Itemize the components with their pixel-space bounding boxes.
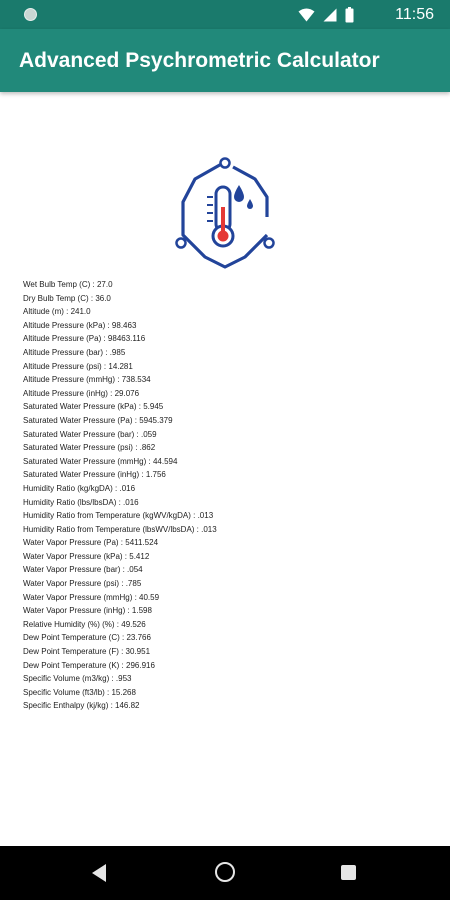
- result-saturated-water-pressure-kpa: Saturated Water Pressure (kPa) : 5.945: [23, 402, 164, 412]
- result-altitude-pressure-mmhg: Altitude Pressure (mmHg) : 738.534: [23, 375, 151, 385]
- result-water-vapor-pressure-kpa: Water Vapor Pressure (kPa) : 5.412: [23, 551, 150, 561]
- result-dry-bulb-temp-c: Dry Bulb Temp (C) : 36.0: [23, 293, 111, 303]
- result-humidity-ratio-temp-kg: Humidity Ratio from Temperature (kgWV/kgDA) : .013: [23, 511, 214, 521]
- result-specific-volume-m3kg: Specific Volume (m3/kg) : .953: [23, 674, 132, 684]
- result-altitude-pressure-psi: Altitude Pressure (psi) : 14.281: [23, 361, 133, 371]
- status-icons: [298, 5, 354, 25]
- cellular-signal-icon: [323, 8, 337, 22]
- result-relative-humidity: Relative Humidity (%) (%) : 49.526: [23, 619, 146, 629]
- result-saturated-water-pressure-bar: Saturated Water Pressure (bar) : .059: [23, 429, 157, 439]
- result-water-vapor-pressure-mmhg: Water Vapor Pressure (mmHg) : 40.59: [23, 592, 160, 602]
- home-icon[interactable]: [215, 862, 235, 882]
- result-wet-bulb-temp-c: Wet Bulb Temp (C) : 27.0: [23, 280, 113, 289]
- result-specific-enthalpy: Specific Enthalpy (kj/kg) : 146.82: [23, 701, 140, 711]
- result-altitude-pressure-inhg: Altitude Pressure (inHg) : 29.076: [23, 388, 140, 398]
- status-bar: [0, 0, 450, 29]
- result-water-vapor-pressure-psi: Water Vapor Pressure (psi) : .785: [23, 579, 142, 589]
- wifi-icon: [298, 8, 315, 22]
- notification-dot-icon: [24, 8, 37, 21]
- app-title: Advanced Psychrometric Calculator: [19, 49, 380, 72]
- result-dew-point-f: Dew Point Temperature (F) : 30.951: [23, 647, 151, 657]
- result-altitude-pressure-kpa: Altitude Pressure (kPa) : 98.463: [23, 320, 137, 330]
- result-saturated-water-pressure-pa: Saturated Water Pressure (Pa) : 5945.379: [23, 415, 173, 425]
- thermometer-hexagon-icon: [173, 157, 277, 271]
- recents-icon[interactable]: [341, 865, 356, 880]
- result-humidity-ratio-lbs: Humidity Ratio (lbs/lbsDA) : .016: [23, 497, 139, 507]
- result-humidity-ratio-temp-lbs: Humidity Ratio from Temperature (lbsWV/lbsDA) : .013: [23, 524, 217, 534]
- result-altitude-pressure-pa: Altitude Pressure (Pa) : 98463.116: [23, 334, 146, 344]
- app-bar: [0, 29, 450, 92]
- status-time: 11:56: [395, 6, 434, 23]
- battery-icon: [345, 7, 354, 23]
- result-water-vapor-pressure-inhg: Water Vapor Pressure (inHg) : 1.598: [23, 606, 152, 616]
- result-saturated-water-pressure-psi: Saturated Water Pressure (psi) : .862: [23, 443, 156, 453]
- result-saturated-water-pressure-mmhg: Saturated Water Pressure (mmHg) : 44.594: [23, 456, 178, 466]
- result-altitude-pressure-bar: Altitude Pressure (bar) : .985: [23, 347, 126, 357]
- results-list: [23, 278, 443, 713]
- back-icon[interactable]: [92, 864, 106, 882]
- result-dew-point-c: Dew Point Temperature (C) : 23.766: [23, 633, 151, 643]
- result-altitude-m: Altitude (m) : 241.0: [23, 307, 91, 317]
- result-water-vapor-pressure-bar: Water Vapor Pressure (bar) : .054: [23, 565, 143, 575]
- result-water-vapor-pressure-pa: Water Vapor Pressure (Pa) : 5411.524: [23, 538, 159, 548]
- result-dew-point-k: Dew Point Temperature (K) : 296.916: [23, 660, 155, 670]
- result-specific-volume-ft3lb: Specific Volume (ft3/lb) : 15.268: [23, 687, 136, 697]
- navigation-bar: [0, 846, 450, 900]
- result-humidity-ratio-kg: Humidity Ratio (kg/kgDA) : .016: [23, 483, 136, 493]
- result-saturated-water-pressure-inhg: Saturated Water Pressure (inHg) : 1.756: [23, 470, 166, 480]
